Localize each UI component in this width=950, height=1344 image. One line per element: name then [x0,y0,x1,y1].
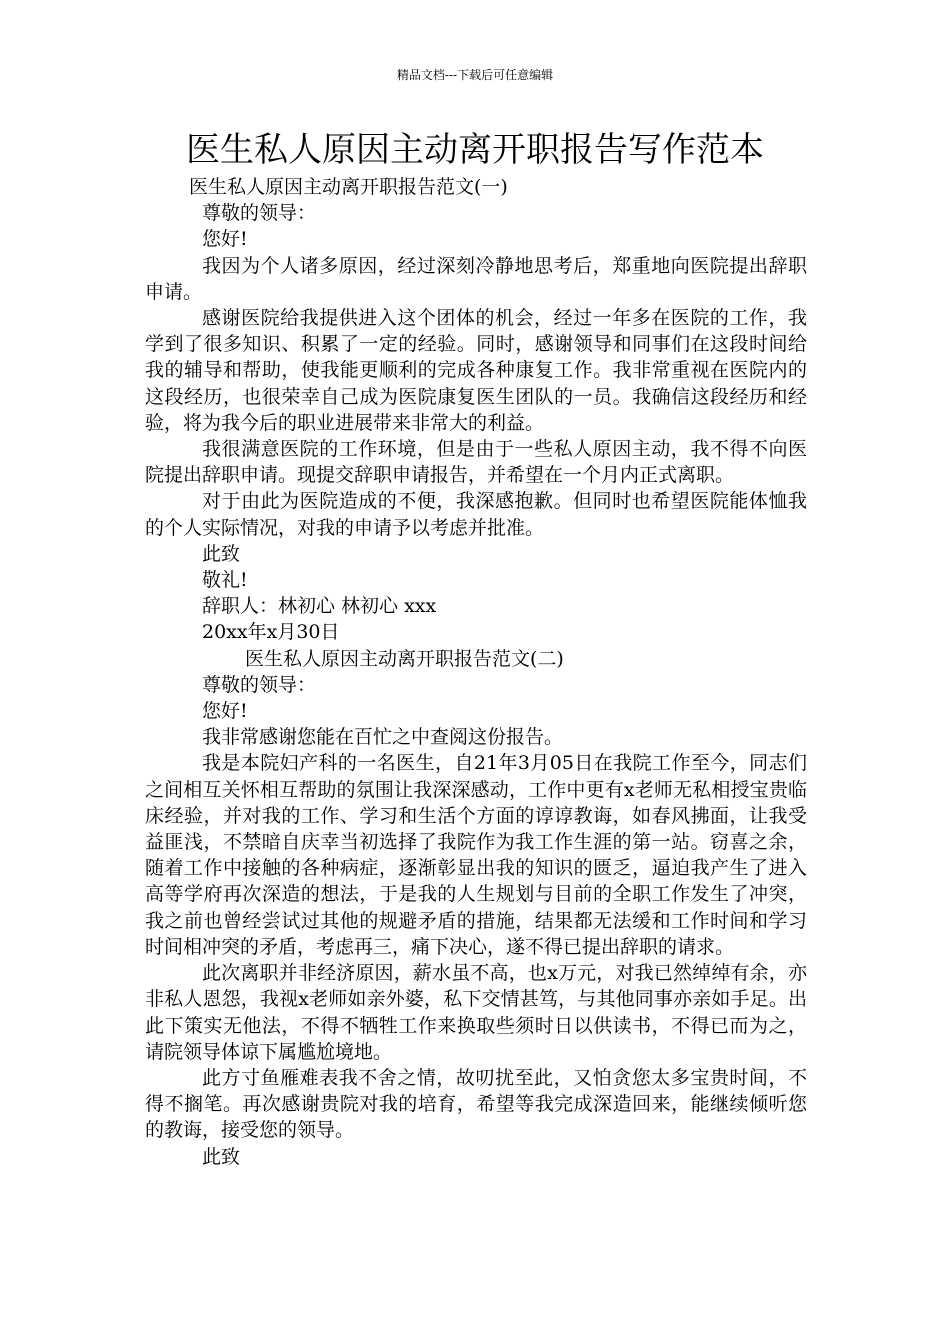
paragraph: 您好! [202,228,248,251]
paragraph: 我很满意医院的工作环境，但是由于一些私人原因主动，我不得不向医院提出辞职申请。现提交辞职申请报告，并希望在一个月内正式离职。 [145,438,807,487]
paragraph: 对于由此为医院造成的不便，我深感抱歉。但同时也希望医院能体恤我的个人实际情况，对我的申请予以考虑并批准。 [145,490,807,539]
paragraph: 医生私人原因主动离开职报告范文(二) [245,647,564,670]
paragraph: 此致 [202,1145,241,1168]
paragraph: 感谢医院给我提供进入这个团体的机会，经过一年多在医院的工作，我学到了很多知识、积累了一定的经验。同时，感谢领导和同事们在这段时间给我的辅导和帮助，使我能更顺利的完成各种康复工作。我非常重视在医院内的这段经历，也很荣幸自己成为医院康复医生团队的一员。我确信这段经历和经验，将为我今后的职业进展带来非常大的利益。 [145,307,807,434]
paragraph: 您好! [202,700,248,723]
paragraph: 此方寸鱼雁难表我不舍之情，故叨扰至此，又怕贪您太多宝贵时间，不得不搁笔。再次感谢贵院对我的培育，希望等我完成深造回来，能继续倾听您的教诲，接受您的领导。 [145,1066,807,1142]
paragraph: 我非常感谢您能在百忙之中查阅这份报告。 [202,726,564,749]
paragraph: 此次离职并非经济原因，薪水虽不高，也x万元，对我已然绰绰有余，亦非私人恩怨，我视x老师如亲外婆，私下交情甚笃，与其他同事亦亲如手足。出此下策实无他法，不得不牺牲工作来换取些须时日以供读书，不得已而为之，请院领导体谅下属尴尬境地。 [145,962,807,1063]
paragraph: 尊敬的领导： [202,673,317,696]
paragraph: 我是本院妇产科的一名医生，自21年3月05日在我院工作至今，同志们之间相互关怀相互帮助的氛围让我深深感动，工作中更有x老师无私相授宝贵临床经验，并对我的工作、学习和生活个方面的谆谆教诲，如春风拂面，让我受益匪浅，不禁暗自庆幸当初选择了我院作为我工作生涯的第一站。窃喜之余，随着工作中接触的各种病症，逐渐彰显出我的知识的匮乏，逼迫我产生了进入高等学府再次深造的想法，于是我的人生规划与目前的全职工作发生了冲突，我之前也曾经尝试过其他的规避矛盾的措施，结果都无法缓和工作时间和学习时间相冲突的矛盾，考虑再三，痛下决心，遂不得已提出辞职的请求。 [145,752,807,958]
paragraph: 医生私人原因主动离开职报告范文(一) [189,176,508,198]
paragraph: 尊敬的领导： [202,202,317,225]
paragraph: 20xx年x月30日 [202,621,340,644]
document-body [145,174,807,1170]
paragraph: 辞职人：林初心 林初心 xxx [202,595,437,618]
paragraph: 此致 [202,542,241,565]
page-header: 精品文档---下载后可任意编辑 [396,68,554,82]
document-title: 医生私人原因主动离开职报告写作范本 [186,130,764,170]
paragraph: 敬礼! [202,569,248,592]
paragraph: 我因为个人诸多原因，经过深刻冷静地思考后，郑重地向医院提出辞职申请。 [145,254,807,303]
